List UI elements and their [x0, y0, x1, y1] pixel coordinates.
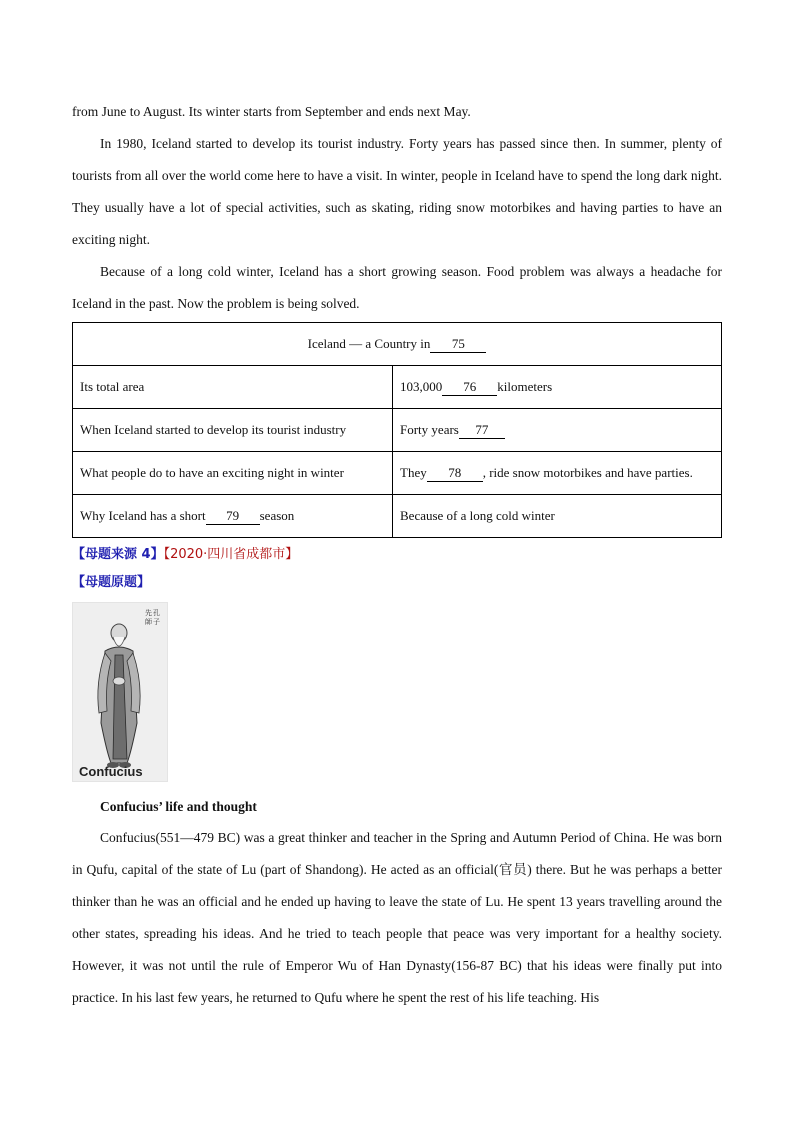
answer-blank-78[interactable]: 78	[427, 465, 483, 482]
question-prefix: Why Iceland has a short	[80, 507, 206, 523]
document-page	[72, 96, 722, 1014]
table-cell-answer: Because of a long cold winter	[393, 495, 722, 538]
answer-suffix: , ride snow motorbikes and have parties.	[482, 464, 693, 480]
passage-paragraph-growing-season: Because of a long cold winter, Iceland has a short growing season. Food problem was always a headache for Iceland in the past. Now the problem is being solved.	[72, 264, 722, 311]
answer-prefix: 103,000	[400, 378, 443, 394]
answer-prefix: They	[400, 464, 427, 480]
answer-blank-77[interactable]: 77	[459, 422, 505, 439]
article-title: Confucius’ life and thought	[100, 799, 257, 814]
answer-blank-75[interactable]: 75	[430, 336, 486, 353]
confucius-portrait	[72, 602, 168, 782]
answer-prefix: Forty years	[400, 421, 459, 437]
question-source-line	[72, 544, 722, 566]
source-label: 【母题来源 4】	[72, 547, 164, 562]
original-question-label	[72, 572, 722, 594]
answer-blank-76[interactable]: 76	[442, 379, 497, 396]
table-cell-question: What people do to have an exciting night in winter	[73, 452, 393, 495]
article-body: Confucius(551—479 BC) was a great thinker and teacher in the Spring and Autumn Period of China. He was born in Qufu, capital of the state of Lu (part of Shandong). He acted as an official(官员) there. But he was perhaps a better thinker than he was an official and he ended up having to leave the state of Lu. He spent 13 years travelling around the other states, spreading his ideas. And he tried to teach people that peace was very important for a healthy society. However, it was not until the rule of Emperor Wu of Han Dynasty(156-87 BC) that his ideas were finally put into practice. In his last few years, he returned to Qufu where he spent the rest of his life teaching. His	[72, 830, 722, 1005]
table-cell-question: Its total area	[73, 366, 393, 409]
table-cell-question: When Iceland started to develop its tourist industry	[73, 409, 393, 452]
table-cell-answer	[393, 366, 722, 409]
table-title-cell	[73, 323, 722, 366]
table-cell-question	[73, 495, 393, 538]
table-row	[73, 452, 722, 495]
source-detail: 【2020·四川省成都市】	[163, 547, 299, 562]
table-row	[73, 495, 722, 538]
table-title-text: Iceland — a Country in	[307, 335, 431, 351]
portrait-caption: Confucius	[79, 764, 143, 779]
table-row	[73, 366, 722, 409]
svg-text:孔: 孔	[153, 609, 160, 617]
answer-suffix: kilometers	[497, 378, 553, 394]
confucius-figure-illustration	[73, 603, 167, 781]
table-cell-answer	[393, 452, 722, 495]
svg-text:子: 子	[153, 618, 160, 626]
inscription-col-1: 先	[145, 609, 152, 617]
table-row	[73, 409, 722, 452]
passage-paragraph-tourism: In 1980, Iceland started to develop its tourist industry. Forty years has passed since then. In summer, plenty of tourists from all over the world come here to have a visit. In winter, people in Iceland have to spend the long dark night. They usually have a lot of special activities, such as skating, riding snow motorbikes and having parties to have an exciting night.	[72, 136, 722, 247]
original-label-text: 【母题原题】	[72, 575, 151, 590]
answer-blank-79[interactable]: 79	[206, 508, 260, 525]
passage-continuation: from June to August. Its winter starts from September and ends next May.	[72, 104, 471, 119]
iceland-summary-table	[72, 322, 722, 538]
svg-text:師: 師	[145, 618, 152, 626]
question-suffix: season	[259, 507, 295, 523]
table-cell-answer	[393, 409, 722, 452]
table-title-row	[73, 323, 722, 366]
